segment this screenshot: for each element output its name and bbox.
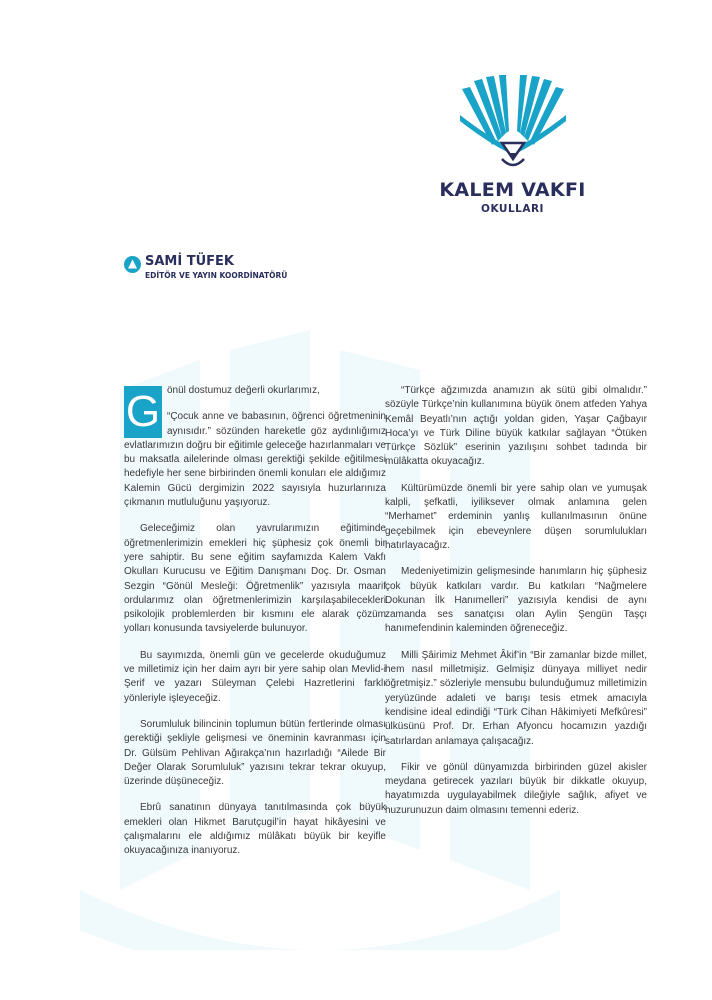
article-column-left	[124, 384, 386, 871]
article-column-right	[385, 384, 647, 830]
article-paragraph: “Türkçe ağzımızda anamızın ak sütü gibi olmalıdır.” sözüyle Türkçe’nin kullanımına büyük önem atfeden Yahya Kemâl Beyatlı’nın açtığı yoldan giden, Yaşar Çağbayır Hoca’yı ve Türk Diline büyük katkılar sağlayan “Ötüken Türkçe Sözlük” eserinin yazılışını sohbet tadında bir mülâkatta okuyacağız.	[385, 385, 647, 468]
logo-subtitle: OKULLARI	[481, 203, 544, 215]
article-paragraph: Medeniyetimizin gelişmesinde hanımların hiç şüphesiz çok büyük katkıları vardır. Bu katkıları “Nağmelere Dokunan İlk Hanımelleri” yazısıyla kendisi de aynı zamanda ses sanatçısı olan Aylin Şengün Taşçı hanımefendinin kaleminden öğreneceğiz.	[385, 566, 647, 635]
article-paragraph: Geleceğimiz olan yavrularımızın eğitiminde öğretmenlerimizin emekleri hiç şüphesiz çok önemli bir yere sahiptir. Bu sene eğitim sayfamızda Kalem Vakfı Okulları Kurucusu ve Eğitim Danışmanı Doç. Dr. Osman Sezgin “Gönül Mesleği: Öğretmenlik” yazısıyla maarif ordularımız olan öğretmenlerimizin karşılaşabilecekleri psikolojik problemlerden bir kısmını ele alarak çözüm yolları konusunda tavsiyelerde bulunuyor.	[124, 523, 386, 635]
pencil-book-icon	[458, 75, 568, 173]
article-paragraph: Fikir ve gönül dünyamızda birbirinden güzel akisler meydana getirecek yazıları büyük bir dikkatle okuyup, hayatımızda uygulayabilmek dileğiyle sağlık, afiyet ve huzurunuzun daim olmasını temenni ederiz.	[385, 761, 647, 816]
kalem-vakfi-logo	[425, 75, 600, 235]
article-paragraph: Sorumluluk bilincinin toplumun bütün fertlerinde olması gerektiği şekliyle gelişmesi ve öneminin kavranması için Dr. Gülsüm Pehlivan Ağırakça’nın hazırladığı “Ailede Bir Değer Olarak Sorumluluk” yazısını tekrar tekrar okuyup, üzerinde düşüneceğiz.	[124, 718, 386, 788]
author-name: SAMİ TÜFEK	[145, 254, 234, 269]
article-paragraph: “Çocuk anne ve babasının, öğrenci öğretmeninin aynısıdır.” sözünden hareketle göz aydınlığımız evlatlarımızın doğru bir eğitimle geleceğe hazırlanmaları ve bu maksatla ailelerinde olması gerektiği şekilde eğitilmesi hedefiyle her sene birbirinden önemli konuları ele aldığımız Kalemin Gücü dergimizin 2022 sayısıyla huzurlarınıza çıkmanın mutluluğunu yaşıyoruz.	[124, 411, 386, 509]
triangle-icon	[124, 256, 141, 273]
logo-name: KALEM VAKFI	[439, 179, 586, 201]
article-paragraph: Ebrû sanatının dünyaya tanıtılmasında çok büyük emekleri olan Hikmet Barutçugil’in hayat hikâyesini ve çalışmalarını ele aldığımız mülâkatı büyük bir keyifle okuyacağınıza inanıyoruz.	[124, 802, 386, 857]
article-paragraph: Milli Şâirimiz Mehmet Âkif’in “Bir zamanlar bizde millet, hem nasıl milletmişiz. Gelmişiz dünyaya milliyet nedir öğretmişiz.” sözleriyle mensubu bulunduğumuz milletimizin yeryüzünde adaleti ve barışı tesis etmek amacıyla kendisine ideal edindiği “Türk Cihan Hâkimiyeti Mefkûresi” ülküsünü Prof. Dr. Erhan Afyoncu hocamızın yazdığı satırlardan anlamaya çalışacağız.	[385, 649, 647, 747]
article-paragraph: Kültürümüzde önemli bir yere sahip olan ve yumuşak kalpli, şefkatli, iyiliksever olmak anlamına gelen “Merhamet” erdeminin yanlış kullanılmasının önüne geçebilmek için ebeveynlere düşen sorumlulukları hatırlayacağız.	[385, 482, 647, 551]
article-paragraph: G önül dostumuz değerli okurlarımız,	[125, 385, 320, 436]
article-paragraph: Bu sayımızda, önemli gün ve gecelerde okuduğumuz ve milletimiz için her daim ayrı bir yere sahip olan Mevlid-i Şerif ve yazarı Süleyman Çelebi Hazretlerini farklı yönleriyle işleyeceğiz.	[124, 649, 386, 704]
author-role: EDİTÖR VE YAYIN KOORDİNATÖRÜ	[145, 271, 288, 280]
drop-cap: G	[125, 387, 161, 436]
